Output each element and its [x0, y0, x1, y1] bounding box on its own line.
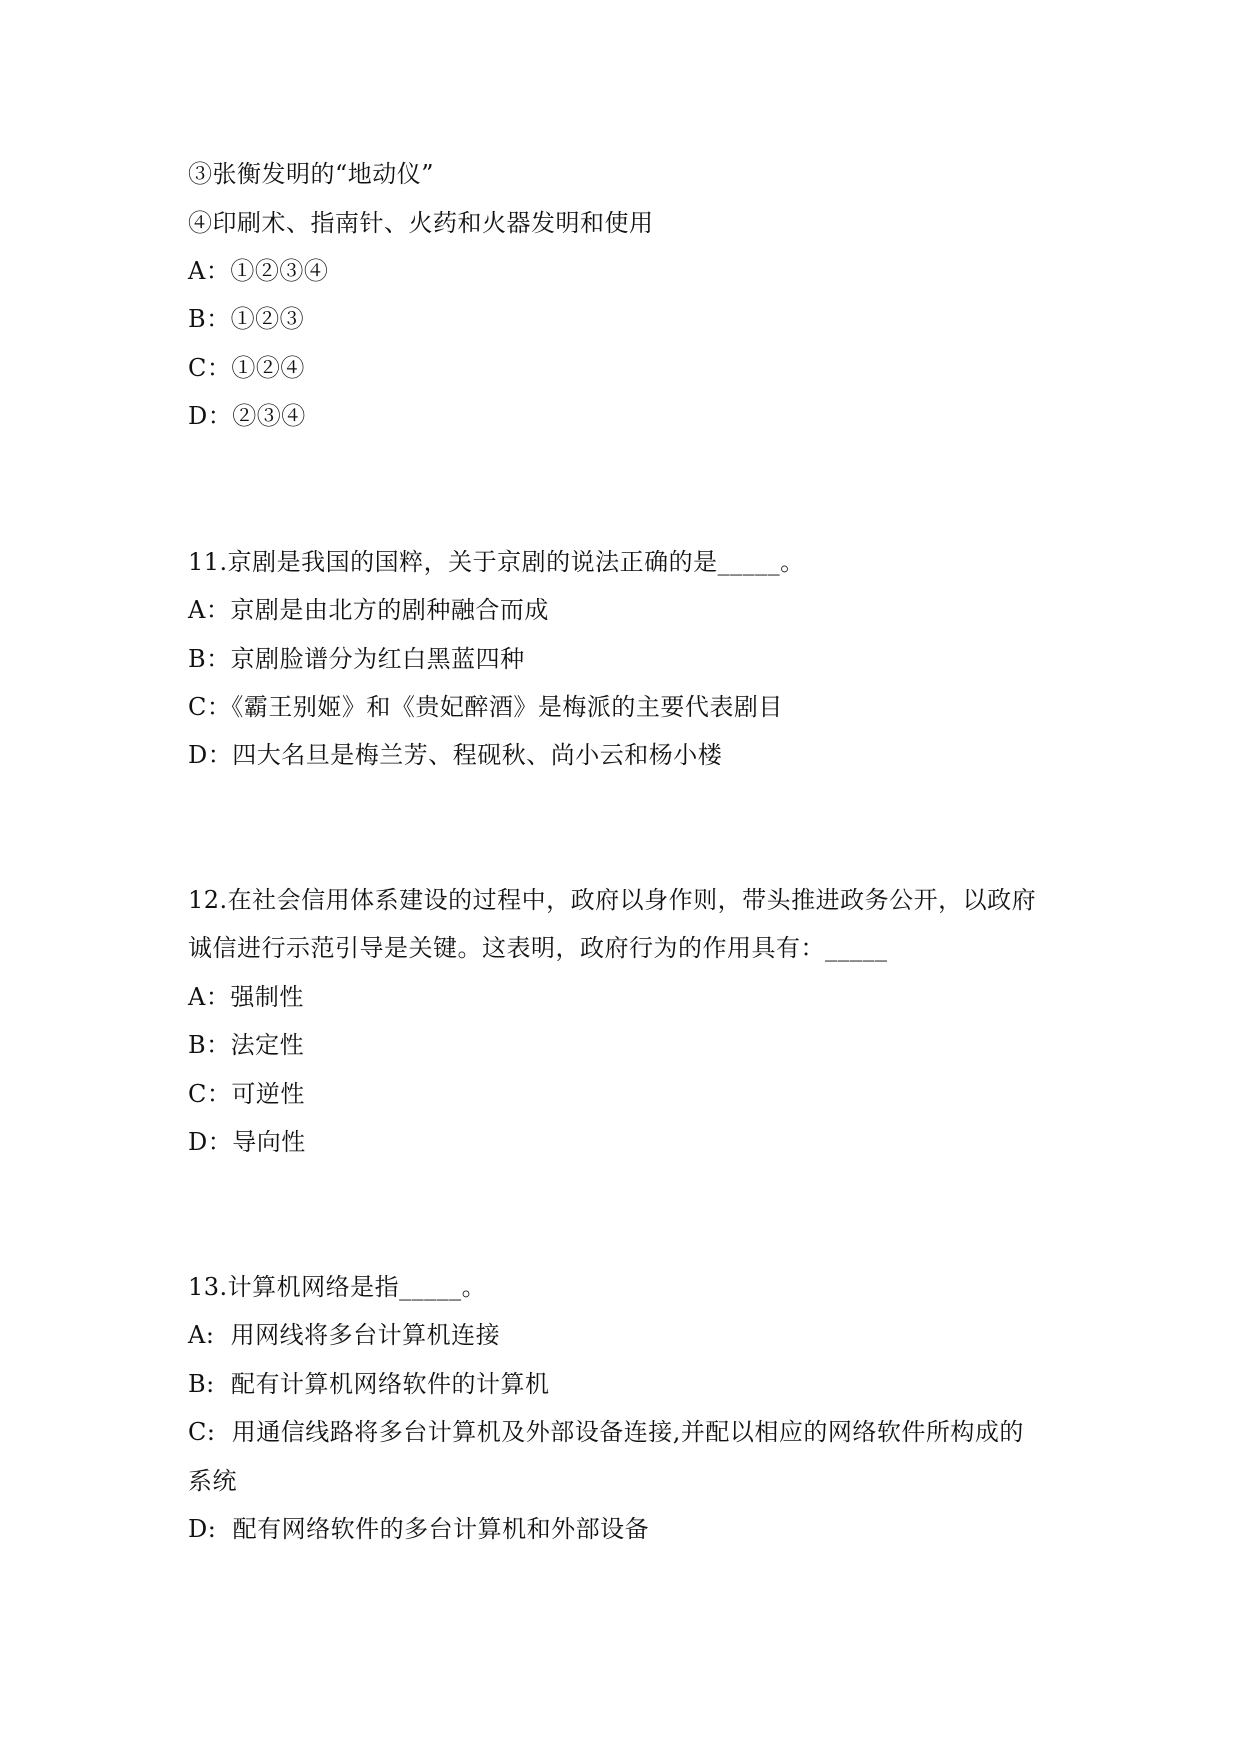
- q10-option-c: C：①②④: [188, 354, 305, 382]
- q10-item-3: ③张衡发明的“地动仪”: [188, 160, 435, 188]
- q10-option-a: A：①②③④: [188, 257, 329, 285]
- q13-option-c: C: 用通信线路将多台计算机及外部设备连接,并配以相应的网络软件所构成的: [188, 1418, 1024, 1446]
- q13-option-a: A: 用网线将多台计算机连接: [188, 1321, 501, 1349]
- q11-option-c: C：《霸王别姬》和《贵妃醉酒》是梅派的主要代表剧目: [188, 693, 783, 721]
- q12-stem-line1: 12.在社会信用体系建设的过程中，政府以身作则，带头推进政务公开，以政府: [188, 886, 1037, 914]
- q12-option-d: D：导向性: [188, 1128, 306, 1156]
- q12-stem-line2: 诚信进行示范引导是关键。这表明，政府行为的作用具有：_____: [188, 934, 888, 962]
- q12-option-c: C：可逆性: [188, 1080, 305, 1108]
- q11-option-b: B：京剧脸谱分为红白黑蓝四种: [188, 645, 525, 673]
- q11-stem: 11.京剧是我国的国粹，关于京剧的说法正确的是_____。: [188, 548, 805, 576]
- q13-option-b: B: 配有计算机网络软件的计算机: [188, 1370, 550, 1398]
- q11-option-d: D：四大名旦是梅兰芳、程砚秋、尚小云和杨小楼: [188, 741, 723, 769]
- q13-stem: 13.计算机网络是指_____。: [188, 1273, 487, 1301]
- q10-option-b: B：①②③: [188, 305, 305, 333]
- q12-option-b: B：法定性: [188, 1031, 305, 1059]
- q12-option-a: A：强制性: [188, 983, 304, 1011]
- q10-option-d: D：②③④: [188, 402, 306, 430]
- q11-option-a: A：京剧是由北方的剧种融合而成: [188, 596, 549, 624]
- q10-item-4: ④印刷术、指南针、火药和火器发明和使用: [188, 209, 654, 237]
- q13-option-c-continuation: 系统: [188, 1467, 237, 1495]
- q13-option-d: D: 配有网络软件的多台计算机和外部设备: [188, 1515, 650, 1543]
